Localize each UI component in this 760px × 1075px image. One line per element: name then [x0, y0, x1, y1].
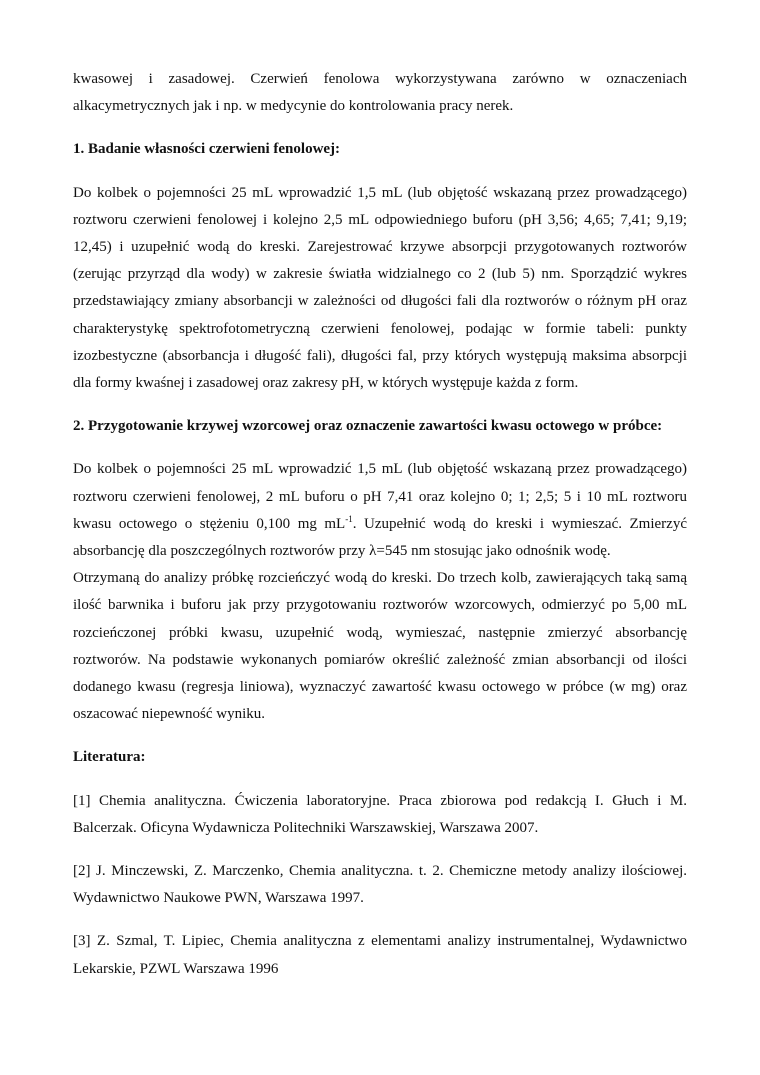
section2-paragraph-a-text-2: . Uzupełnić wodą do kreski i wymieszać. Zmierzyć absorbancję dla poszczególnych roztworów przy λ=545 nm stosując jako odnośnik wodę.: [73, 515, 687, 560]
literature-item-1: [1] Chemia analityczna. Ćwiczenia laboratoryjne. Praca zbiorowa pod redakcją I. Głuch i M. Balcerzak. Oficyna Wydawnicza Politechniki Warszawskiej, Warszawa 2007.: [73, 792, 687, 836]
document-page: [73, 66, 687, 983]
literature-item-2: [2] J. Minczewski, Z. Marczenko, Chemia analityczna. t. 2. Chemiczne metody analizy ilościowej. Wydawnictwo Naukowe PWN, Warszawa 1997.: [73, 863, 687, 907]
section2-paragraph-a: [73, 456, 687, 565]
section2-heading: 2. Przygotowanie krzywej wzorcowej oraz oznaczenie zawartości kwasu octowego w próbce:: [73, 418, 663, 435]
section1-heading: 1. Badanie własności czerwieni fenolowej:: [73, 141, 341, 158]
literature-heading: Literatura:: [73, 749, 146, 766]
intro-paragraph: kwasowej i zasadowej. Czerwień fenolowa wykorzystywana zarówno w oznaczeniach alkacymetrycznych jak i np. w medycynie do kontrolowania pracy nerek.: [73, 71, 687, 115]
section1-paragraph: Do kolbek o pojemności 25 mL wprowadzić 1,5 mL (lub objętość wskazaną przez prowadzącego) roztworu czerwieni fenolowej i kolejno 2,5 mL odpowiedniego buforu (pH 3,56; 4,65; 7,41; 9,19; 12,45) i uzupełnić wodą do kreski. Zarejestrować krzywe absorpcji przygotowanych roztworów (zerując przyrząd dla wody) w zakresie światła widzialnego co 2 (lub 5) nm. Sporządzić wykres przedstawiający zmiany absorbancji w zależności od długości fali dla roztworów o różnym pH oraz charakterystykę spektrofotometryczną czerwieni fenolowej, podając w formie tabeli: punkty izozbestyczne (absorbancja i długość fali), długości fal, przy których występują maksima absorpcji dla formy kwaśnej i zasadowej oraz zakresy pH, w których występuje każda z form.: [73, 184, 687, 392]
unit-exponent: -1: [345, 513, 353, 524]
section2-paragraph-a-text-1: Do kolbek o pojemności 25 mL wprowadzić 1,5 mL (lub objętość wskazaną przez prowadzącego) roztworu czerwieni fenolowej, 2 mL buforu o pH 7,41 oraz kolejno 0; 1; 2,5; 5 i 10 mL roztworu kwasu octowego o stężeniu 0,100 mg mL: [73, 461, 687, 532]
literature-item-3: [3] Z. Szmal, T. Lipiec, Chemia analityczna z elementami analizy instrumentalnej, Wydawnictwo Lekarskie, PZWL Warszawa 1996: [73, 933, 687, 977]
section2-paragraph-b: Otrzymaną do analizy próbkę rozcieńczyć wodą do kreski. Do trzech kolb, zawierających taką samą ilość barwnika i buforu jak przy przygotowaniu roztworów wzorcowych, odmierzyć po 5,00 mL rozcieńczonej próbki kwasu, uzupełnić wodą, wymieszać, następnie zmierzyć absorbancję roztworów. Na podstawie wykonanych pomiarów określić zależność zmian absorbancji od ilości dodanego kwasu (regresja liniowa), wyznaczyć zawartość kwasu octowego w próbce (w mg) oraz oszacować niepewność wyniku.: [73, 570, 687, 723]
